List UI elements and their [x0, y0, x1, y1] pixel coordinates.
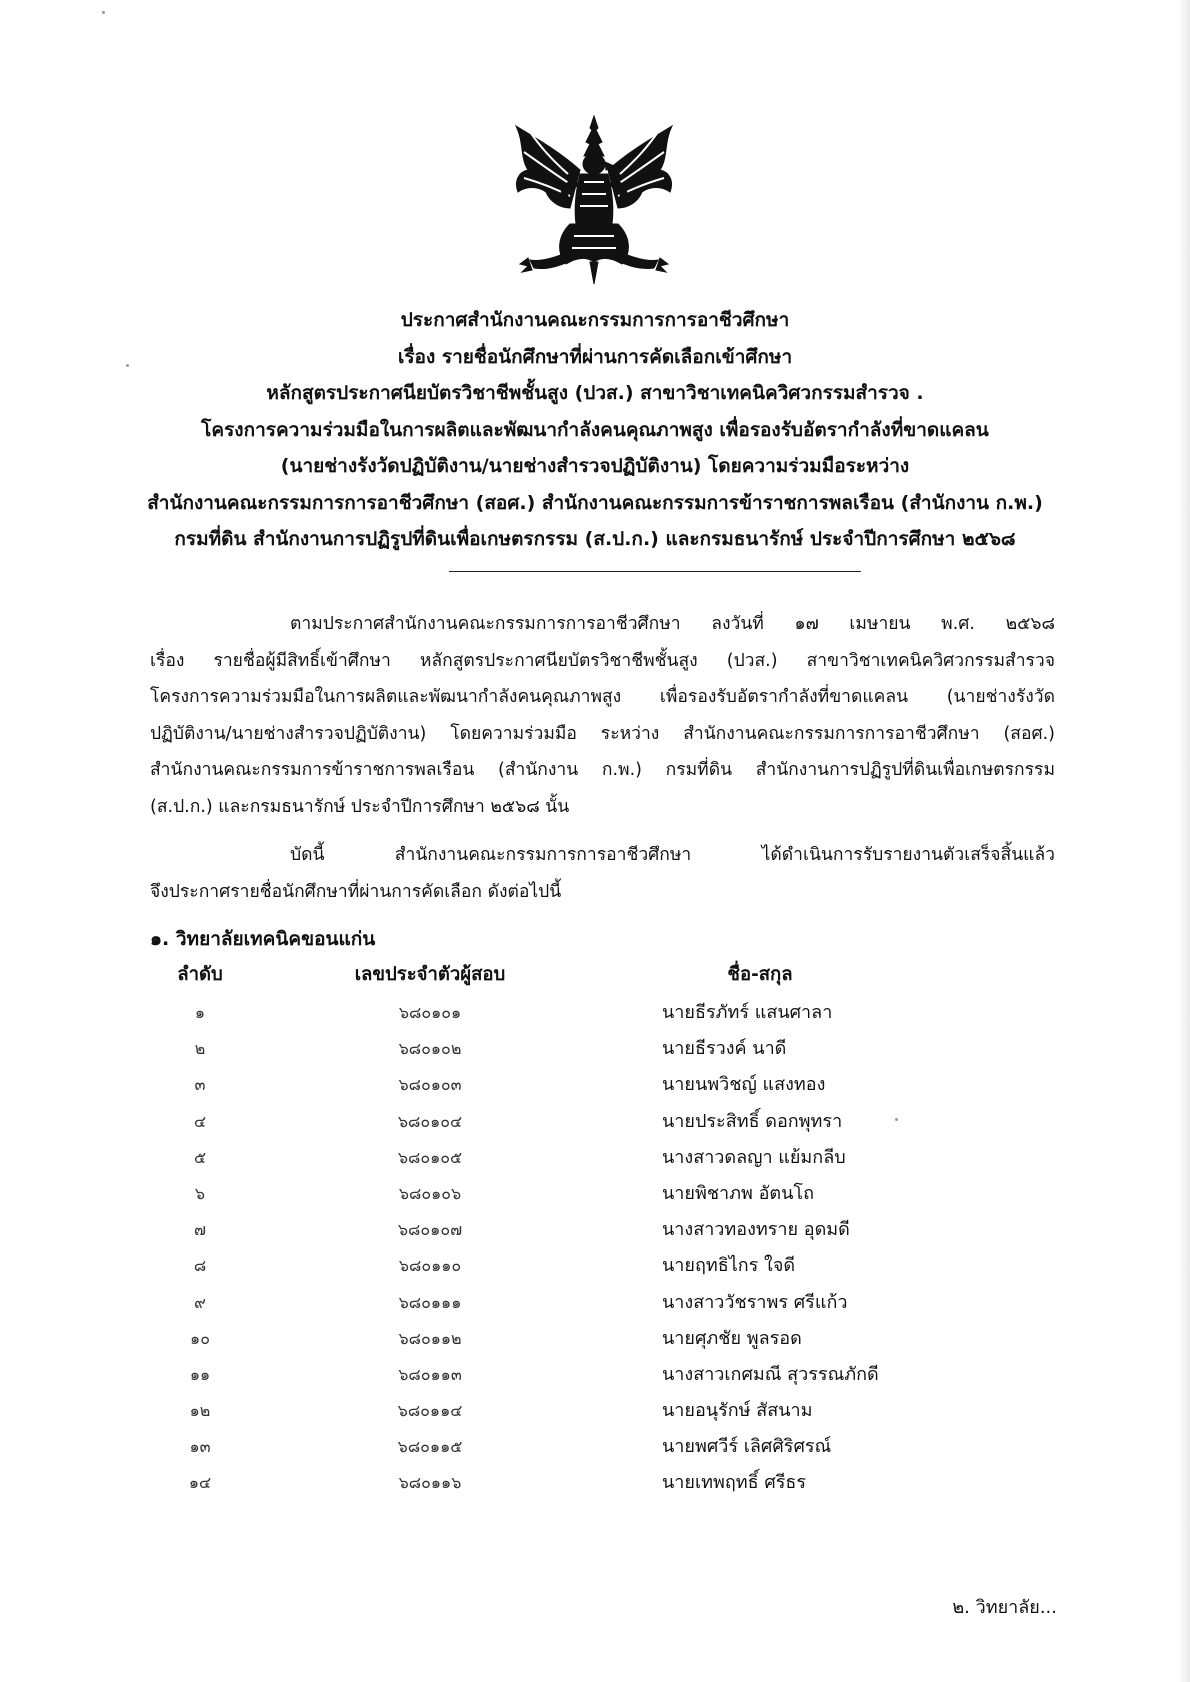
- row-name: นางสาวทองทราย อุดมดี: [662, 1219, 850, 1241]
- table-row: [0, 1176, 1190, 1212]
- row-name: นายอนุรักษ์ สัสนาม: [662, 1400, 813, 1422]
- table-row: [0, 1393, 1190, 1429]
- row-id: ๖๘๐๑๑๑: [398, 1292, 462, 1312]
- row-name: นางสาวเกศมณี สุวรรณภักดี: [662, 1363, 879, 1385]
- row-name: นายธีรวงค์ นาดี: [662, 1038, 787, 1060]
- row-id: ๖๘๐๑๐๒: [398, 1039, 462, 1059]
- heading-divider: [449, 571, 861, 572]
- row-id: ๖๘๐๑๐๕: [397, 1147, 463, 1167]
- student-list: [0, 995, 1190, 1502]
- table-header: [0, 960, 1190, 994]
- paragraph-line: จึงประกาศรายชื่อนักศึกษาที่ผ่านการคัดเลือก ดังต่อไปนี้: [150, 881, 562, 902]
- row-id: ๖๘๐๑๐๔: [397, 1111, 463, 1131]
- row-no: ๕: [193, 1147, 207, 1167]
- row-no: ๗: [193, 1220, 207, 1240]
- row-no: ๔: [193, 1111, 207, 1131]
- row-name: นางสาววัชราพร ศรีแก้ว: [662, 1291, 848, 1313]
- table-row: [0, 1465, 1190, 1501]
- header-no: ลำดับ: [177, 964, 223, 985]
- row-id: ๖๘๐๑๑๓: [398, 1364, 462, 1384]
- row-no: ๙: [194, 1292, 206, 1312]
- table-row: [0, 1321, 1190, 1357]
- row-name: นายธีรภัทร์ แสนศาลา: [662, 1002, 833, 1023]
- table-row: [0, 995, 1190, 1031]
- heading-title: ประกาศสำนักงานคณะกรรมการการอาชีวศึกษา: [400, 309, 790, 331]
- row-no: ๑: [194, 1003, 206, 1022]
- section-title-college: ๑. วิทยาลัยเทคนิคขอนแก่น: [150, 928, 376, 950]
- table-row: [0, 1104, 1190, 1140]
- table-row: [0, 1140, 1190, 1176]
- row-name: นายประสิทธิ์ ดอกพุทรา: [662, 1110, 843, 1132]
- row-no: ๑๓: [189, 1437, 211, 1457]
- row-no: ๑๑: [189, 1364, 211, 1384]
- row-id: ๖๘๐๑๐๖: [398, 1183, 462, 1203]
- heading-positions: (นายช่างรังวัดปฏิบัติงาน/นายช่างสำรวจปฏิบัติงาน) โดยความร่วมมือระหว่าง: [280, 455, 910, 477]
- row-name: นายนพวิชญ์ แสงทอง: [662, 1074, 826, 1096]
- heading-program: หลักสูตรประกาศนียบัตรวิชาชีพชั้นสูง (ปวส.) สาขาวิชาเทคนิควิศวกรรมสำรวจ .: [266, 382, 924, 404]
- paragraph-line: โครงการความร่วมมือในการผลิตและพัฒนากำลังคนคุณภาพสูง เพื่อรองรับอัตรากำลังที่ขาดแคลน (นายช่างรังวัด: [150, 687, 1055, 708]
- row-no: ๖: [194, 1183, 206, 1203]
- row-id: ๖๘๐๑๑๐: [398, 1256, 462, 1276]
- announcement-heading: [60, 302, 1130, 558]
- paragraph-line: บัดนี้ สำนักงานคณะกรรมการการอาชีวศึกษา ได้ดำเนินการรับรายงานตัวเสร็จสิ้นแล้ว: [290, 845, 1055, 865]
- row-id: ๖๘๐๑๐๑: [398, 1003, 462, 1022]
- paragraph-reference: [150, 606, 1055, 826]
- header-name: ชื่อ-สกุล: [727, 964, 793, 985]
- scan-speck: [126, 364, 129, 367]
- table-row: [0, 1285, 1190, 1321]
- row-no: ๒: [194, 1039, 206, 1059]
- garuda-emblem-icon: [510, 112, 678, 287]
- header-id: เลขประจำตัวผู้สอบ: [354, 964, 506, 985]
- row-no: ๘: [193, 1256, 207, 1276]
- row-name: นายศุภชัย พูลรอด: [662, 1327, 802, 1349]
- heading-project: โครงการความร่วมมือในการผลิตและพัฒนากำลังคนคุณภาพสูง เพื่อรองรับอัตรากำลังที่ขาดแคลน: [201, 418, 989, 441]
- row-id: ๖๘๐๑๑๒: [398, 1328, 462, 1348]
- row-id: ๖๘๐๑๑๔: [397, 1401, 463, 1421]
- table-row: [0, 1429, 1190, 1465]
- row-id: ๖๘๐๑๑๕: [397, 1437, 463, 1457]
- table-row: [0, 1212, 1190, 1248]
- row-id: ๖๘๐๑๐๓: [398, 1075, 462, 1095]
- scan-speck: [102, 11, 105, 14]
- scan-speck: [895, 1118, 898, 1121]
- next-page-continuation: ๒. วิทยาลัย...: [952, 1597, 1057, 1618]
- row-name: นายฤทธิไกร ใจดี: [662, 1255, 796, 1277]
- paragraph-announcement: [150, 837, 1055, 910]
- row-id: ๖๘๐๑๐๗: [397, 1220, 463, 1240]
- row-no: ๑๒: [189, 1401, 211, 1421]
- paragraph-line: ปฏิบัติงาน/นายช่างสำรวจปฏิบัติงาน) โดยความร่วมมือ ระหว่าง สำนักงานคณะกรรมการการอาชีวศึกษา (สอศ.): [150, 723, 1055, 744]
- paragraph-line: (ส.ป.ก.) และกรมธนารักษ์ ประจำปีการศึกษา ๒๕๖๘ นั้น: [150, 796, 570, 817]
- row-name: นางสาวดลญา แย้มกลีบ: [662, 1146, 846, 1168]
- paragraph-line: ตามประกาศสำนักงานคณะกรรมการการอาชีวศึกษา ลงวันที่ ๑๗ เมษายน พ.ศ. ๒๕๖๘: [290, 614, 1055, 634]
- heading-subject: เรื่อง รายชื่อนักศึกษาที่ผ่านการคัดเลือกเข้าศึกษา: [397, 345, 793, 368]
- row-no: ๓: [194, 1075, 206, 1095]
- row-no: ๑๔: [188, 1473, 212, 1493]
- table-row: [0, 1357, 1190, 1393]
- table-row: [0, 1248, 1190, 1284]
- row-no: ๑๐: [190, 1328, 210, 1348]
- table-row: [0, 1031, 1190, 1067]
- row-name: นายพศวีร์ เลิศศิริศรณ์: [662, 1436, 832, 1458]
- paragraph-line: เรื่อง รายชื่อผู้มีสิทธิ์เข้าศึกษา หลักสูตรประกาศนียบัตรวิชาชีพชั้นสูง (ปวส.) สาขาวิชาเทคนิควิศวกรรมสำรวจ: [150, 650, 1055, 671]
- row-id: ๖๘๐๑๑๖: [398, 1473, 462, 1493]
- heading-agencies: สำนักงานคณะกรรมการการอาชีวศึกษา (สอศ.) สำนักงานคณะกรรมการข้าราชการพลเรือน (สำนักงาน ก.พ.): [147, 491, 1043, 514]
- paragraph-line: สำนักงานคณะกรรมการข้าราชการพลเรือน (สำนักงาน ก.พ.) กรมที่ดิน สำนักงานการปฏิรูปที่ดินเพื่อเกษตรกรรม: [150, 760, 1055, 781]
- table-row: [0, 1067, 1190, 1103]
- row-name: นายเทพฤทธิ์ ศรีธร: [662, 1472, 807, 1494]
- heading-agencies-year: กรมที่ดิน สำนักงานการปฏิรูปที่ดินเพื่อเกษตรกรรม (ส.ป.ก.) และกรมธนารักษ์ ประจำปีการศึกษา ๒๕๖๘: [174, 528, 1016, 550]
- row-name: นายพิชาภพ อัตนโถ: [662, 1182, 814, 1204]
